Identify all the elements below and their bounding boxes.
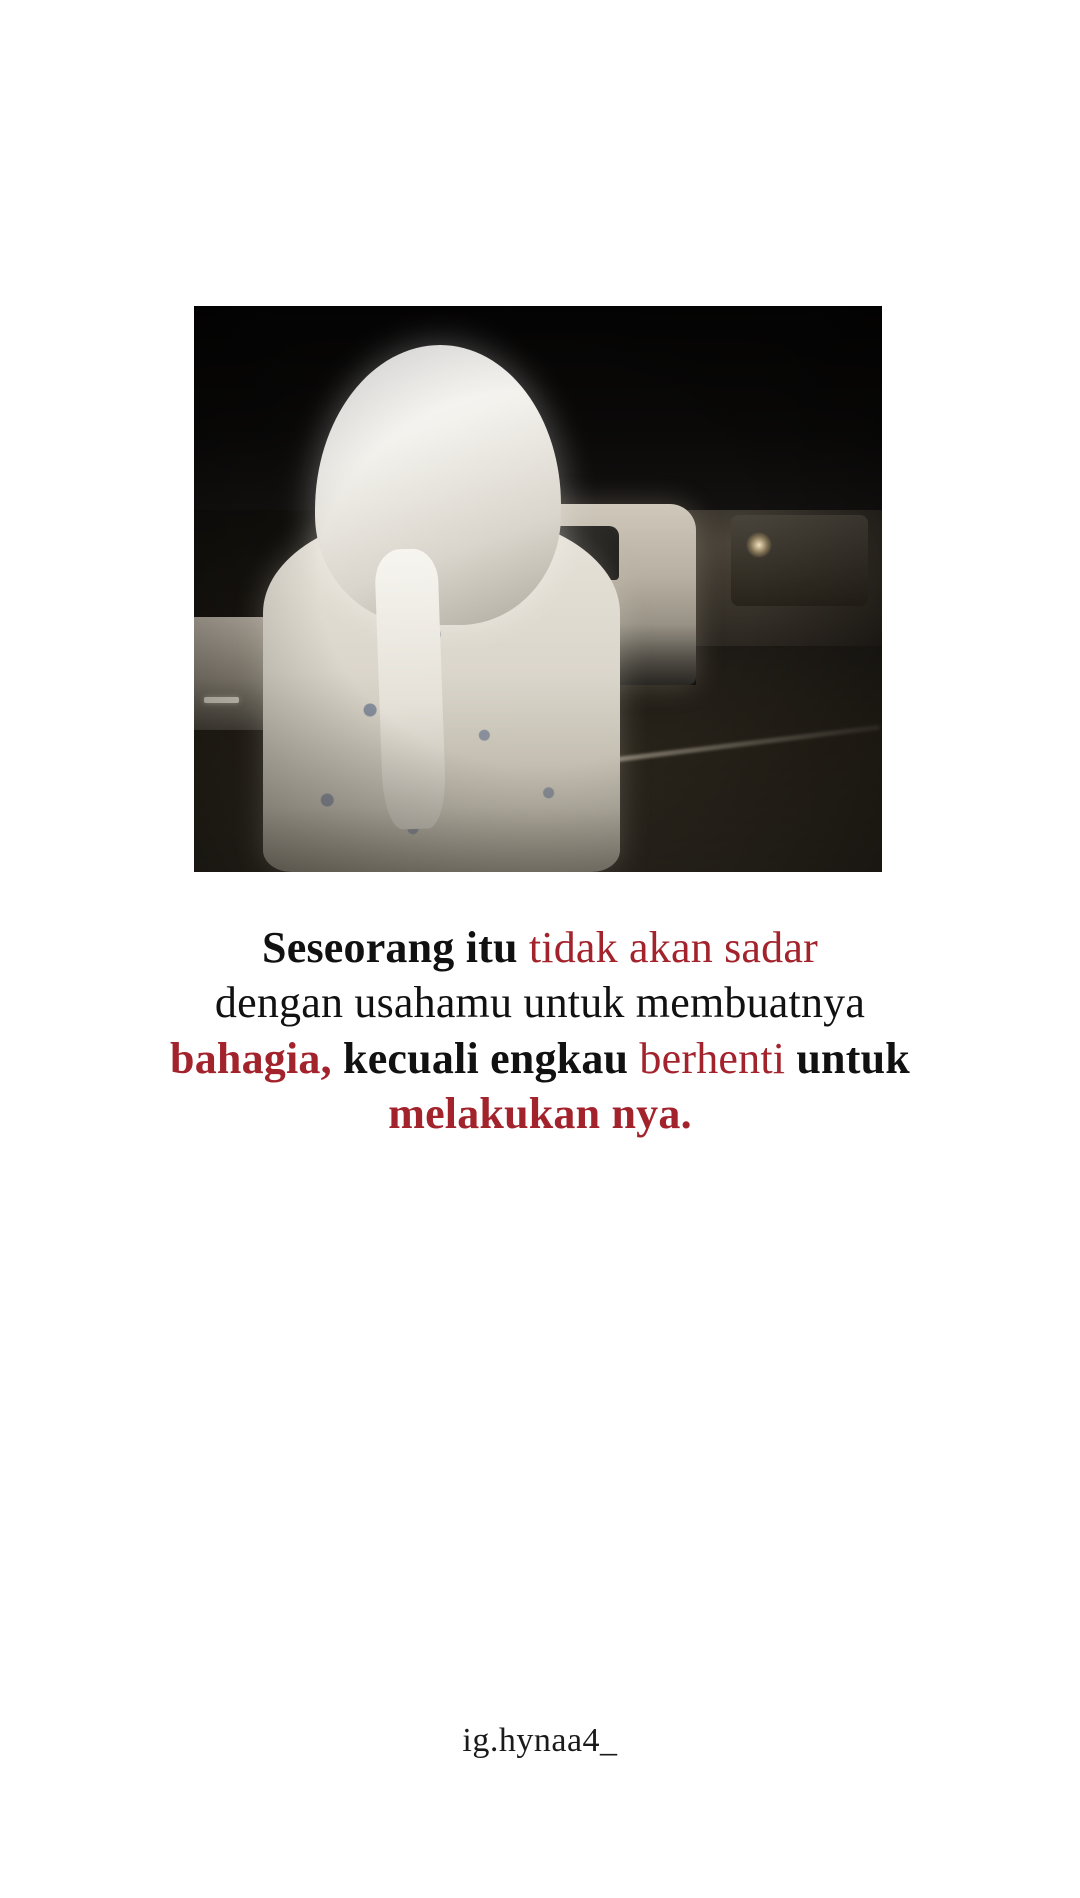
quote-line-1-highlight: tidak akan sadar — [528, 923, 818, 972]
quote-line-3-highlight-a: bahagia, — [170, 1033, 332, 1083]
quote-line-3-part-b: kecuali engkau — [331, 1033, 640, 1083]
quote-line-3-part-d: untuk — [785, 1033, 910, 1083]
quote-line-2: dengan usahamu untuk membuatnya — [214, 978, 866, 1028]
quote-line-3-highlight-b: berhenti — [639, 1033, 786, 1083]
quote-line-1-part-a: Seseorang itu — [262, 923, 529, 972]
quote-line-3 — [90, 1031, 990, 1086]
quote-line-1 — [90, 920, 990, 975]
photo-vignette — [194, 306, 882, 872]
instagram-handle: ig.hynaa4_ — [462, 1722, 618, 1759]
quote-line-4: melakukan nya. — [388, 1089, 692, 1139]
night-street-photo — [194, 306, 882, 872]
photo-frame — [194, 306, 882, 872]
quote-text — [90, 920, 990, 1142]
